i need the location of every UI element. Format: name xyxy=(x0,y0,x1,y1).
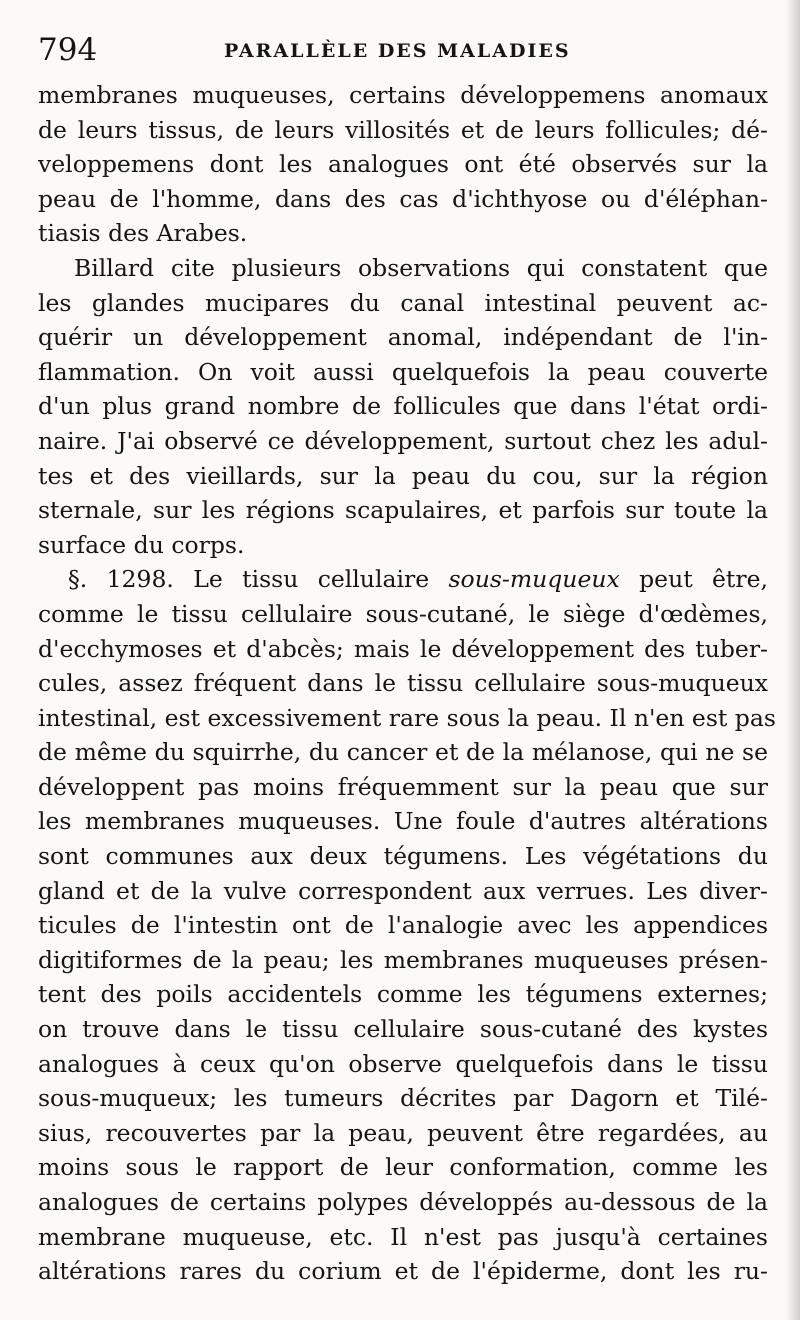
text-line: tes et des vieillards, sur la peau du cou, sur la région xyxy=(38,461,768,490)
text-line: ticules de l'intestin ont de l'analogie avec les appendices xyxy=(38,911,768,940)
text-line: quérir un développement anomal, indépendant de l'in- xyxy=(38,323,768,352)
section-heading-line xyxy=(38,562,768,597)
text-line: sius, recouvertes par la peau, peuvent être regardées, au xyxy=(38,1118,768,1147)
text-line: sous-muqueux; les tumeurs décrites par Dagorn et Tilé- xyxy=(38,1084,768,1113)
text-line: d'ecchymoses et d'abcès; mais le développement des tuber- xyxy=(38,634,768,663)
text-line: développent pas moins fréquemment sur la peau que sur xyxy=(38,772,768,801)
text-line: altérations rares du corium et de l'épiderme, dont les ru- xyxy=(38,1257,768,1286)
text-line: veloppemens dont les analogues ont été observés sur la xyxy=(38,150,768,179)
text-line: analogues à ceux qu'on observe quelquefois dans le tissu xyxy=(38,1049,768,1078)
text-line: analogues de certains polypes développés au-dessous de la xyxy=(38,1188,768,1216)
section-line-italic: sous-muqueux xyxy=(448,565,620,594)
text-line: sont communes aux deux tégumens. Les végétations du xyxy=(38,842,768,871)
running-title: PARALLÈLE DES MALADIES xyxy=(224,40,571,62)
text-line: flammation. On voit aussi quelquefois la peau couverte xyxy=(38,357,768,386)
text-line: de leurs tissus, de leurs villosités et de leurs follicules; dé- xyxy=(38,115,768,144)
scan-edge-shadow xyxy=(786,0,800,1320)
text-line: cules, assez fréquent dans le tissu cellulaire sous-muqueux xyxy=(38,669,768,698)
text-line: membrane muqueuse, etc. Il n'est pas jusqu'à certaines xyxy=(38,1222,768,1251)
text-line: gland et de la vulve correspondent aux verrues. Les diver- xyxy=(38,876,768,905)
section-line-end: peut être, xyxy=(619,565,768,594)
text-line: surface du corps. xyxy=(38,530,245,559)
text-line: d'un plus grand nombre de follicules que dans l'état ordi- xyxy=(38,392,768,421)
text-line: moins sous le rapport de leur conformation, comme les xyxy=(38,1153,768,1182)
body-text xyxy=(38,78,776,1289)
text-line: digitiformes de la peau; les membranes muqueuses présen- xyxy=(38,945,768,974)
page-number: 794 xyxy=(38,32,98,68)
text-line: de même du squirrhe, du cancer et de la mélanose, qui ne se xyxy=(38,738,768,767)
text-line: les glandes mucipares du canal intestinal peuvent ac- xyxy=(38,288,768,317)
section-line-start: §. 1298. Le tissu cellulaire xyxy=(68,565,449,594)
text-line: on trouve dans le tissu cellulaire sous-cutané des kystes xyxy=(38,1015,768,1044)
text-line: membranes muqueuses, certains développemens anomaux xyxy=(38,81,768,109)
text-line: comme le tissu cellulaire sous-cutané, le siège d'œdèmes, xyxy=(38,599,768,628)
text-line: les membranes muqueuses. Une foule d'autres altérations xyxy=(38,807,768,836)
page-header xyxy=(38,30,768,70)
text-line: tiasis des Arabes. xyxy=(38,219,248,248)
text-line: tent des poils accidentels comme les tégumens externes; xyxy=(38,980,768,1009)
text-line: peau de l'homme, dans des cas d'ichthyose ou d'éléphan- xyxy=(38,184,768,213)
text-line: Billard cite plusieurs observations qui constatent que xyxy=(74,253,768,282)
text-line: intestinal, est excessivement rare sous la peau. Il n'en est pas xyxy=(38,703,776,732)
text-line: naire. J'ai observé ce développement, surtout chez les adul- xyxy=(38,426,768,455)
text-line: sternale, sur les régions scapulaires, et parfois sur toute la xyxy=(38,496,768,525)
